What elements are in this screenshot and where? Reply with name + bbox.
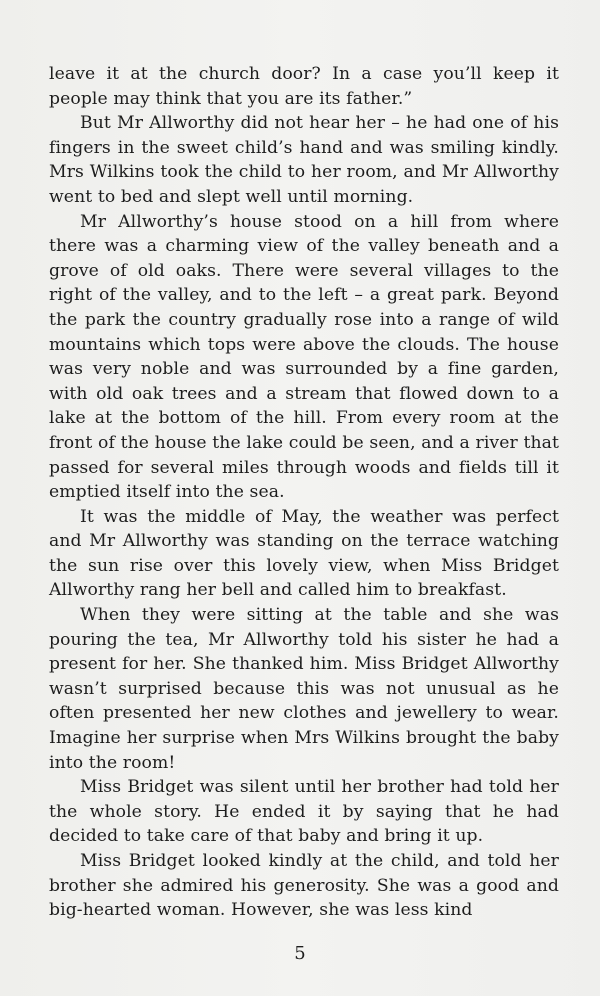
page-number: 5 <box>294 943 306 964</box>
paragraph: Miss Bridget was silent until her brother had told her the whole story. He ended it by saying that he had decided to take care of that baby and bring it up. <box>49 777 559 847</box>
body-text <box>49 62 559 923</box>
paragraph: It was the middle of May, the weather was perfect and Mr Allworthy was standing on the terrace watching the sun rise over this lovely view, when Miss Bridget Allworthy rang her bell and called him to breakfast. <box>49 506 559 601</box>
paragraph: Miss Bridget looked kindly at the child, and told her brother she admired his generosity. She was a good and big-hearted woman. However, she was less kind <box>49 851 559 921</box>
paragraph: Mr Allworthy’s house stood on a hill from where there was a charming view of the valley beneath and a grove of old oaks. There were several villages to the right of the valley, and to the left – a great park. Beyond the park the country gradually rose into a range of wild mountains which tops were above the clouds. The house was very noble and was surrounded by a fine garden, with old oak trees and a stream that flowed down to a lake at the bottom of the hill. From every room at the front of the house the lake could be seen, and a river that passed for several miles through woods and fields till it emptied itself into the sea. <box>49 211 559 503</box>
paragraph: But Mr Allworthy did not hear her – he had one of his fingers in the sweet child’s hand and was smiling kindly. Mrs Wilkins took the child to her room, and Mr Allworthy went to bed and slept well until morning. <box>49 113 559 207</box>
paragraph: When they were sitting at the table and she was pouring the tea, Mr Allworthy told his sister he had a present for her. She thanked him. Miss Bridget Allworthy wasn’t surprised because this was not unusual as he often presented her new clothes and jewellery to wear. Imagine her surprise when Mrs Wilkins brought the baby into the room! <box>49 605 559 773</box>
paragraph-continuation: leave it at the church door? In a case you’ll keep it people may think that you are its father.” <box>49 64 559 109</box>
